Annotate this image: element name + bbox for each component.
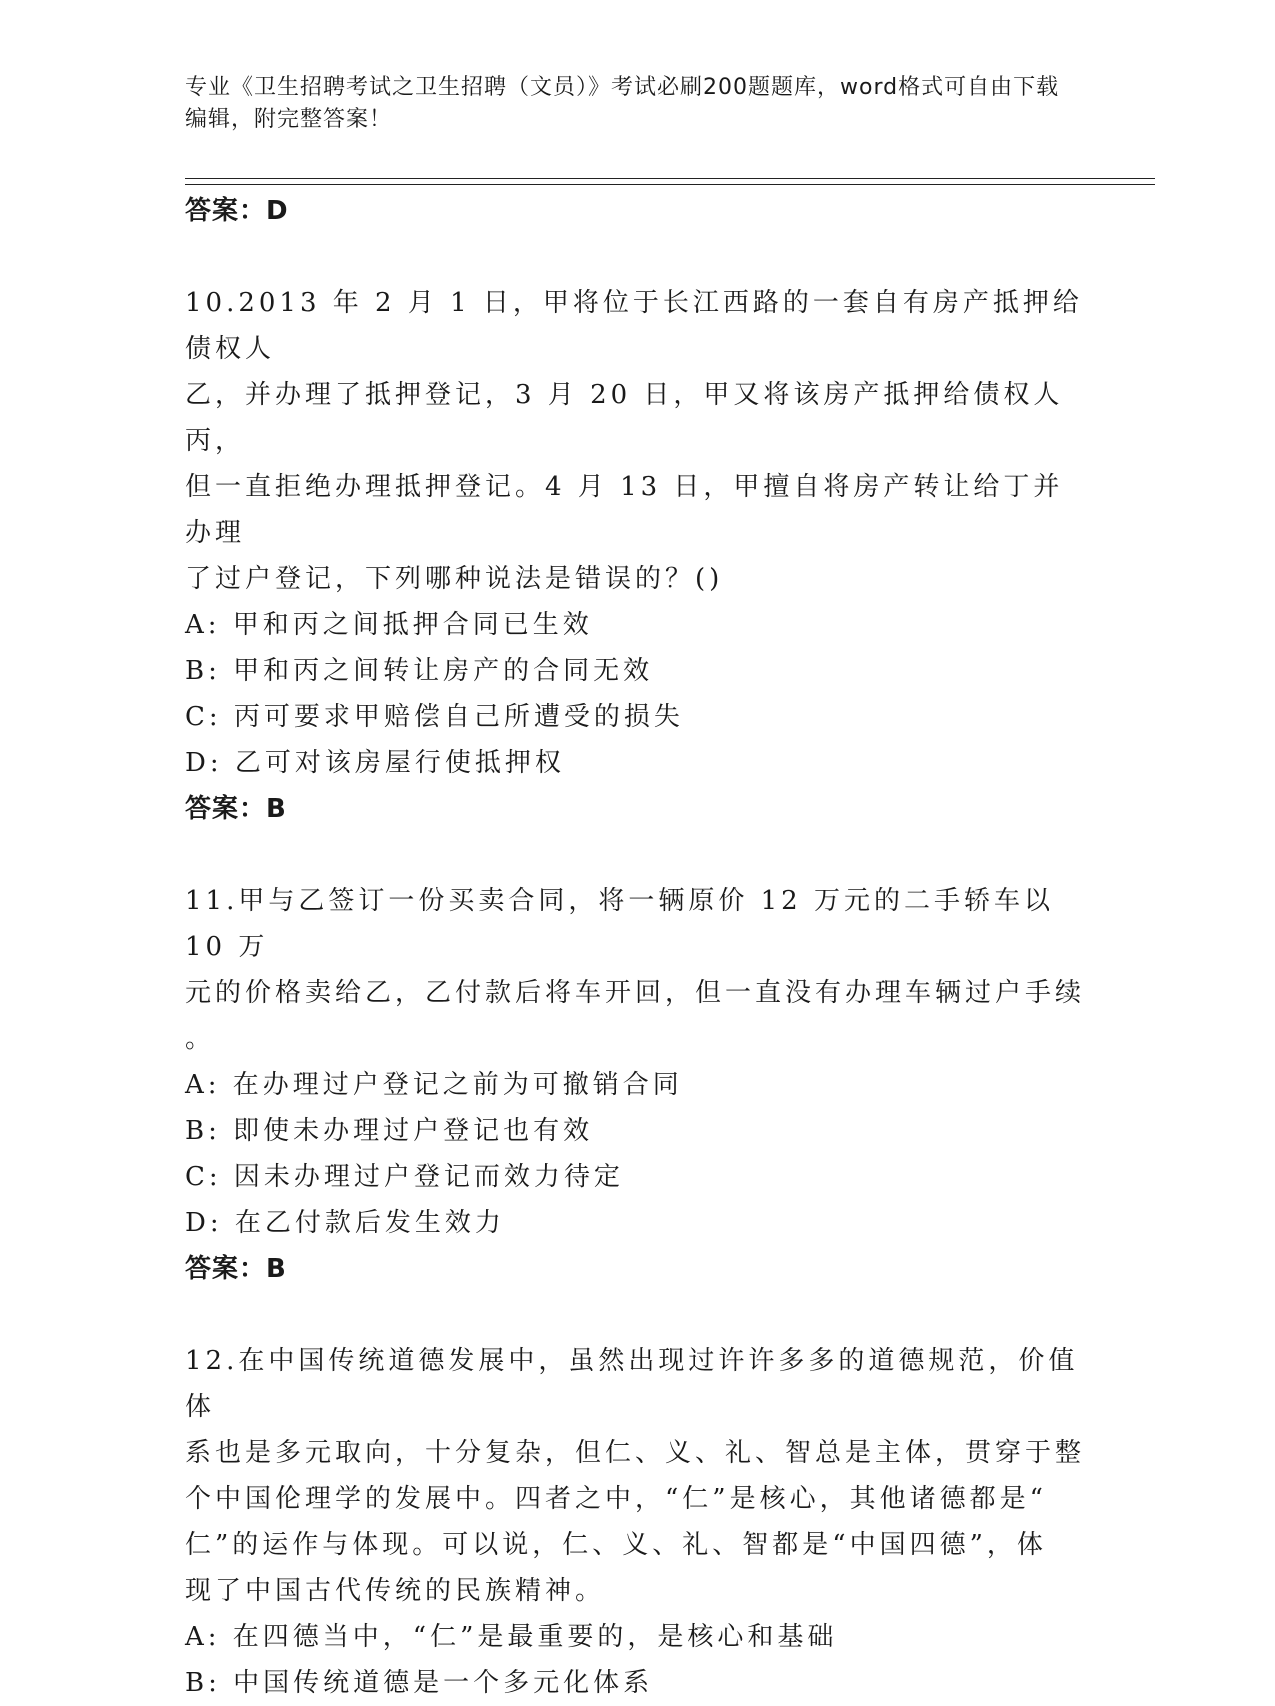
answer-line: 答案：B <box>185 1254 287 1284</box>
question-line: 但一直拒绝办理抵押登记。4 月 13 日，甲擅自将房产转让给丁并办理 <box>185 472 1064 548</box>
question-line: 系也是多元取向，十分复杂，但仁、义、礼、智总是主体，贯穿于整 <box>185 1438 1086 1468</box>
option-c: C: 丙可要求甲赔偿自己所遭受的损失 <box>185 702 684 732</box>
page-header: 专业《卫生招聘考试之卫生招聘（文员）》考试必刷200题题库，word格式可自由下载编辑，附完整答案！ <box>185 75 1060 132</box>
question-line: 元的价格卖给乙，乙付款后将车开回，但一直没有办理车辆过户手续 <box>185 978 1086 1008</box>
spacer <box>185 234 1085 280</box>
question-line: 。 <box>185 1024 216 1054</box>
option-d: D: 乙可对该房屋行使抵押权 <box>185 748 565 778</box>
question-line: 12.在中国传统道德发展中，虽然出现过许许多多的道德规范，价值体 <box>185 1346 1079 1422</box>
question-block <box>185 878 1085 1292</box>
option-a: A: 在办理过户登记之前为可撤销合同 <box>185 1070 683 1100</box>
header-rule-bottom <box>185 184 1155 185</box>
option-a: A: 甲和丙之间抵押合同已生效 <box>185 610 593 640</box>
document-body <box>185 188 1085 1706</box>
option-b: B: 甲和丙之间转让房产的合同无效 <box>185 656 654 686</box>
option-b: B: 即使未办理过户登记也有效 <box>185 1116 594 1146</box>
option-b: B: 中国传统道德是一个多元化体系 <box>185 1668 654 1698</box>
spacer <box>185 1292 1085 1338</box>
option-d: D: 在乙付款后发生效力 <box>185 1208 505 1238</box>
question-line: 现了中国古代传统的民族精神。 <box>185 1576 606 1606</box>
option-a: A: 在四德当中，“仁”是最重要的，是核心和基础 <box>185 1622 838 1652</box>
question-block <box>185 280 1085 832</box>
spacer <box>185 832 1085 878</box>
question-line: 乙，并办理了抵押登记，3 月 20 日，甲又将该房产抵押给债权人丙， <box>185 380 1064 456</box>
question-line: 11.甲与乙签订一份买卖合同，将一辆原价 12 万元的二手轿车以 10 万 <box>185 886 1054 962</box>
answer-line: 答案：D <box>185 196 289 226</box>
answer-line: 答案：B <box>185 794 287 824</box>
question-line: 仁”的运作与体现。可以说，仁、义、礼、智都是“中国四德”，体 <box>185 1530 1047 1560</box>
question-line: 10.2013 年 2 月 1 日，甲将位于长江西路的一套自有房产抵押给债权人 <box>185 288 1083 364</box>
question-line: 个中国伦理学的发展中。四者之中，“仁”是核心，其他诸德都是“ <box>185 1484 1047 1514</box>
header-rule-top <box>185 178 1155 179</box>
question-block <box>185 1338 1085 1706</box>
question-line: 了过户登记，下列哪种说法是错误的？() <box>185 564 724 594</box>
option-c: C: 因未办理过户登记而效力待定 <box>185 1162 624 1192</box>
